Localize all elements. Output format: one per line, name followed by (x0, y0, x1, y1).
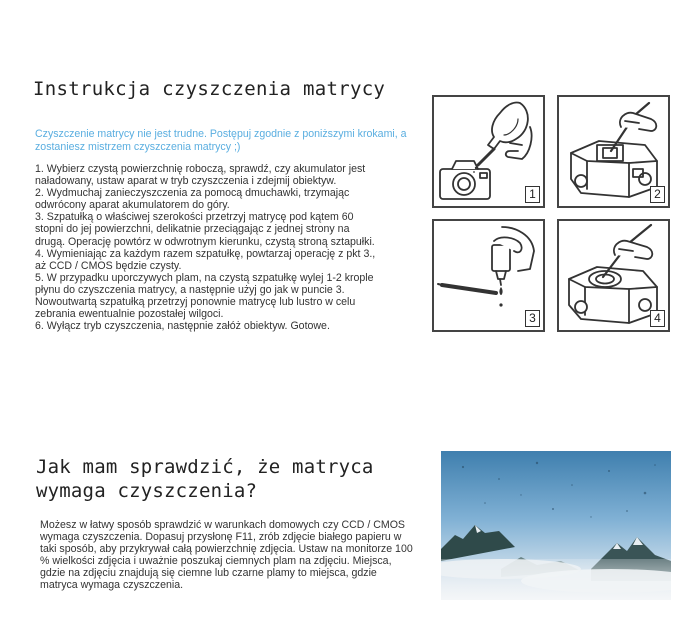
dusty-sky-photo (441, 451, 671, 600)
illustration-panel-2 (557, 95, 670, 208)
intro-text: Czyszczenie matrycy nie jest trudne. Postępuj zgodnie z poniższymi krokami, a zostaniesz mistrzem czyszczenia matrycy ;) (35, 128, 407, 153)
panel-number: 4 (650, 310, 665, 327)
illustration-panel-1 (432, 95, 545, 208)
panel-number: 3 (525, 310, 540, 327)
steps-list (35, 163, 380, 332)
illustration-panel-3 (432, 219, 545, 332)
check-paragraph: Możesz w łatwy sposób sprawdzić w warunkach domowych czy CCD / CMOS wymaga czyszczenia. Dopasuj przysłonę F11, zrób zdjęcie białego papieru w taki sposób, aby przykrywał całą powierzchnię zdjęcia. Ustaw na monitorze 100 % wielkości zdjęcia i uważnie poszukaj ciemnych plam na zdjęciu. Miejsca, gdzie na zdjęciu znajdują się ciemne lub czarne plamy to miejsca, gdzie matryca wymaga czyszczenia. (40, 519, 413, 592)
step-item: 5. W przypadku uporczywych plam, na czystą szpatułkę wylej 1-2 krople płynu do czyszczenia matrycy, a następnie użyj go jak w puncie 3. Nowoutwartą szpatułką przetrzyj ponownie matrycę lub lustro w celu zebrania ewentualnie pozostałej wilgoci. (35, 271, 374, 321)
step-item: 6. Wyłącz tryb czyszczenia, następnie załóż obiektyw. Gotowe. (35, 320, 330, 333)
panel-number: 2 (650, 186, 665, 203)
step-item: 1. Wybierz czystą powierzchnię roboczą, sprawdź, czy akumulator jest naładowany, ustaw aparat w tryb czyszczenia i zdejmij obiektyw. (35, 163, 366, 188)
dusty-sky-mountains-photo (441, 451, 671, 600)
step-item: 4. Wymieniając za każdym razem szpatułkę, powtarzaj operację z pkt 3., aż CCD / CMOS będzie czysty. (35, 247, 376, 272)
page-title: Instrukcja czyszczenia matrycy (33, 78, 386, 100)
step-item: 2. Wydmuchaj zanieczyszczenia za pomocą dmuchawki, trzymając odwrócony aparat akumulatorem do góry. (35, 187, 350, 212)
panel-number: 1 (525, 186, 540, 203)
section-title: Jak mam sprawdzić, że matryca wymaga czyszczenia? (36, 456, 374, 502)
illustration-panel-4 (557, 219, 670, 332)
instruction-illustrations (430, 93, 674, 337)
step-item: 3. Szpatułką o właściwej szerokości przetrzyj matrycę pod kątem 60 stopni do jej powierzchni, delikatnie przeciągając z jednej strony na drugą. Operację powtórz w odwrotnym kierunku, czystą stroną sztapułki. (35, 211, 375, 248)
